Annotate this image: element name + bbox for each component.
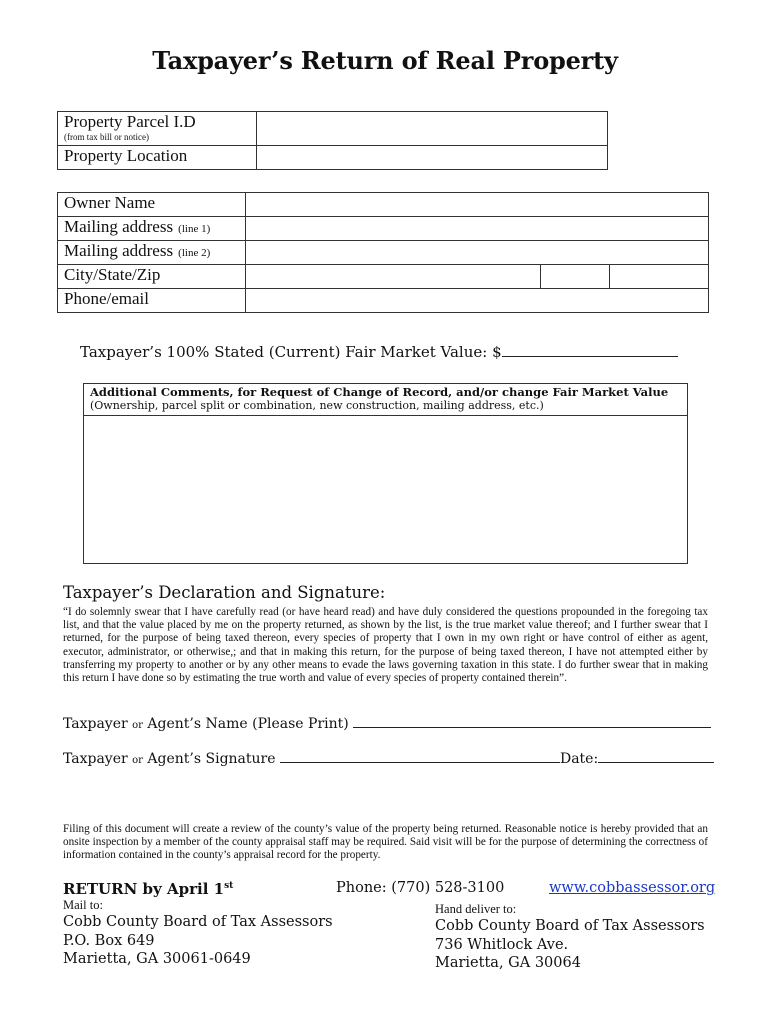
hand-address-block [435, 902, 705, 973]
date-input[interactable] [598, 748, 714, 763]
fair-market-value-label: Taxpayer’s 100% Stated (Current) Fair Market Value: $ [80, 343, 502, 361]
state-input[interactable] [541, 265, 610, 289]
mailing2-label: Mailing address [64, 241, 174, 260]
comments-box [83, 383, 688, 564]
mailing2-input[interactable] [246, 241, 709, 265]
comments-header [84, 384, 687, 416]
city-label-cell [58, 265, 246, 289]
location-label: Property Location [64, 146, 188, 165]
return-sup: st [224, 881, 234, 891]
agent-name-input[interactable] [353, 713, 711, 728]
agent-name-or: or [132, 720, 143, 731]
owner-table [57, 192, 709, 313]
hand-line2: 736 Whitlock Ave. [435, 936, 569, 953]
comments-textarea[interactable] [84, 416, 687, 564]
parcel-id-label: Property Parcel I.D [64, 112, 196, 131]
signature-line [63, 748, 714, 767]
signature-input[interactable] [280, 748, 560, 763]
fair-market-value-line [80, 342, 678, 361]
zip-input[interactable] [610, 265, 709, 289]
page-title: Taxpayer’s Return of Real Property [152, 46, 618, 75]
location-input[interactable] [257, 146, 608, 170]
mail-address-block [63, 898, 333, 969]
filing-note: Filing of this document will create a review of the county’s value of the property being returned. Reasonable notice is hereby provided that an onsite inspection by a member of the county appraisal staff may be required. Said visit will be for the purpose of determining the correctness of information contained in the county’s appraisal record for the property. [63, 823, 708, 862]
mailing1-input[interactable] [246, 217, 709, 241]
hand-line1: Cobb County Board of Tax Assessors [435, 918, 705, 934]
mailing1-label-cell [58, 217, 246, 241]
phone-label: Phone/email [64, 289, 149, 308]
date-label: Date: [559, 751, 599, 767]
mailing1-note: (line 1) [178, 223, 211, 235]
hand-line3: Marietta, GA 30064 [435, 955, 581, 971]
agent-name-line [63, 713, 711, 732]
mailing1-label: Mailing address [64, 217, 174, 236]
fair-market-value-input[interactable] [502, 342, 678, 357]
comments-title: Additional Comments, for Request of Change of Record, and/or change Fair Market Value [90, 385, 669, 399]
phone-input[interactable] [246, 289, 709, 313]
owner-name-label-cell [58, 193, 246, 217]
mailing2-note: (line 2) [178, 247, 211, 259]
owner-name-label: Owner Name [64, 193, 156, 212]
phone-label-cell [58, 289, 246, 313]
signature-or: or [132, 755, 143, 766]
mail-label: Mail to: [63, 898, 103, 912]
mail-line2: P.O. Box 649 [63, 932, 155, 949]
mail-line3: Marietta, GA 30061-0649 [63, 951, 251, 967]
declaration-text: “I do solemnly swear that I have carefully read (or have heard read) and have duly considered the questions propounded in the foregoing tax list, and that the value placed by me on the property returned, as shown by the list, is the true market value thereof; and I further swear that I returned, for the purpose of being taxed thereon, every species of property that I own in my own right or have control of either as agent, executor, administrator, or otherwise,; and that in making this return, for the purpose of being taxed thereon, I have not attempted either by transferring my property to another or by any other means to evade the laws governing taxation in this state. I do further swear that in making this return I have done so by estimating the true worth and value of every species of property contained therein”. [63, 606, 708, 685]
agent-name-label: Agent’s Name (Please Print) [147, 716, 349, 732]
parcel-id-input[interactable] [257, 112, 608, 146]
parcel-id-sublabel: (from tax bill or notice) [64, 132, 149, 142]
city-label: City/State/Zip [64, 265, 161, 284]
agent-name-prefix: Taxpayer [63, 716, 128, 732]
signature-prefix: Taxpayer [63, 751, 128, 767]
owner-name-input[interactable] [246, 193, 709, 217]
return-label: RETURN by April 1 [63, 880, 225, 898]
hand-label: Hand deliver to: [435, 902, 517, 916]
mail-line1: Cobb County Board of Tax Assessors [63, 914, 333, 930]
phone-number: Phone: (770) 528-3100 [336, 880, 505, 896]
signature-label: Agent’s Signature [147, 751, 276, 767]
city-input[interactable] [246, 265, 541, 289]
declaration-title: Taxpayer’s Declaration and Signature: [63, 583, 386, 602]
property-table [57, 111, 608, 170]
return-deadline [63, 880, 233, 898]
parcel-id-label-cell [58, 112, 257, 146]
comments-subtitle: (Ownership, parcel split or combination, new construction, mailing address, etc.) [90, 399, 544, 412]
mailing2-label-cell [58, 241, 246, 265]
website-link[interactable]: www.cobbassessor.org [549, 880, 716, 896]
location-label-cell [58, 146, 257, 170]
